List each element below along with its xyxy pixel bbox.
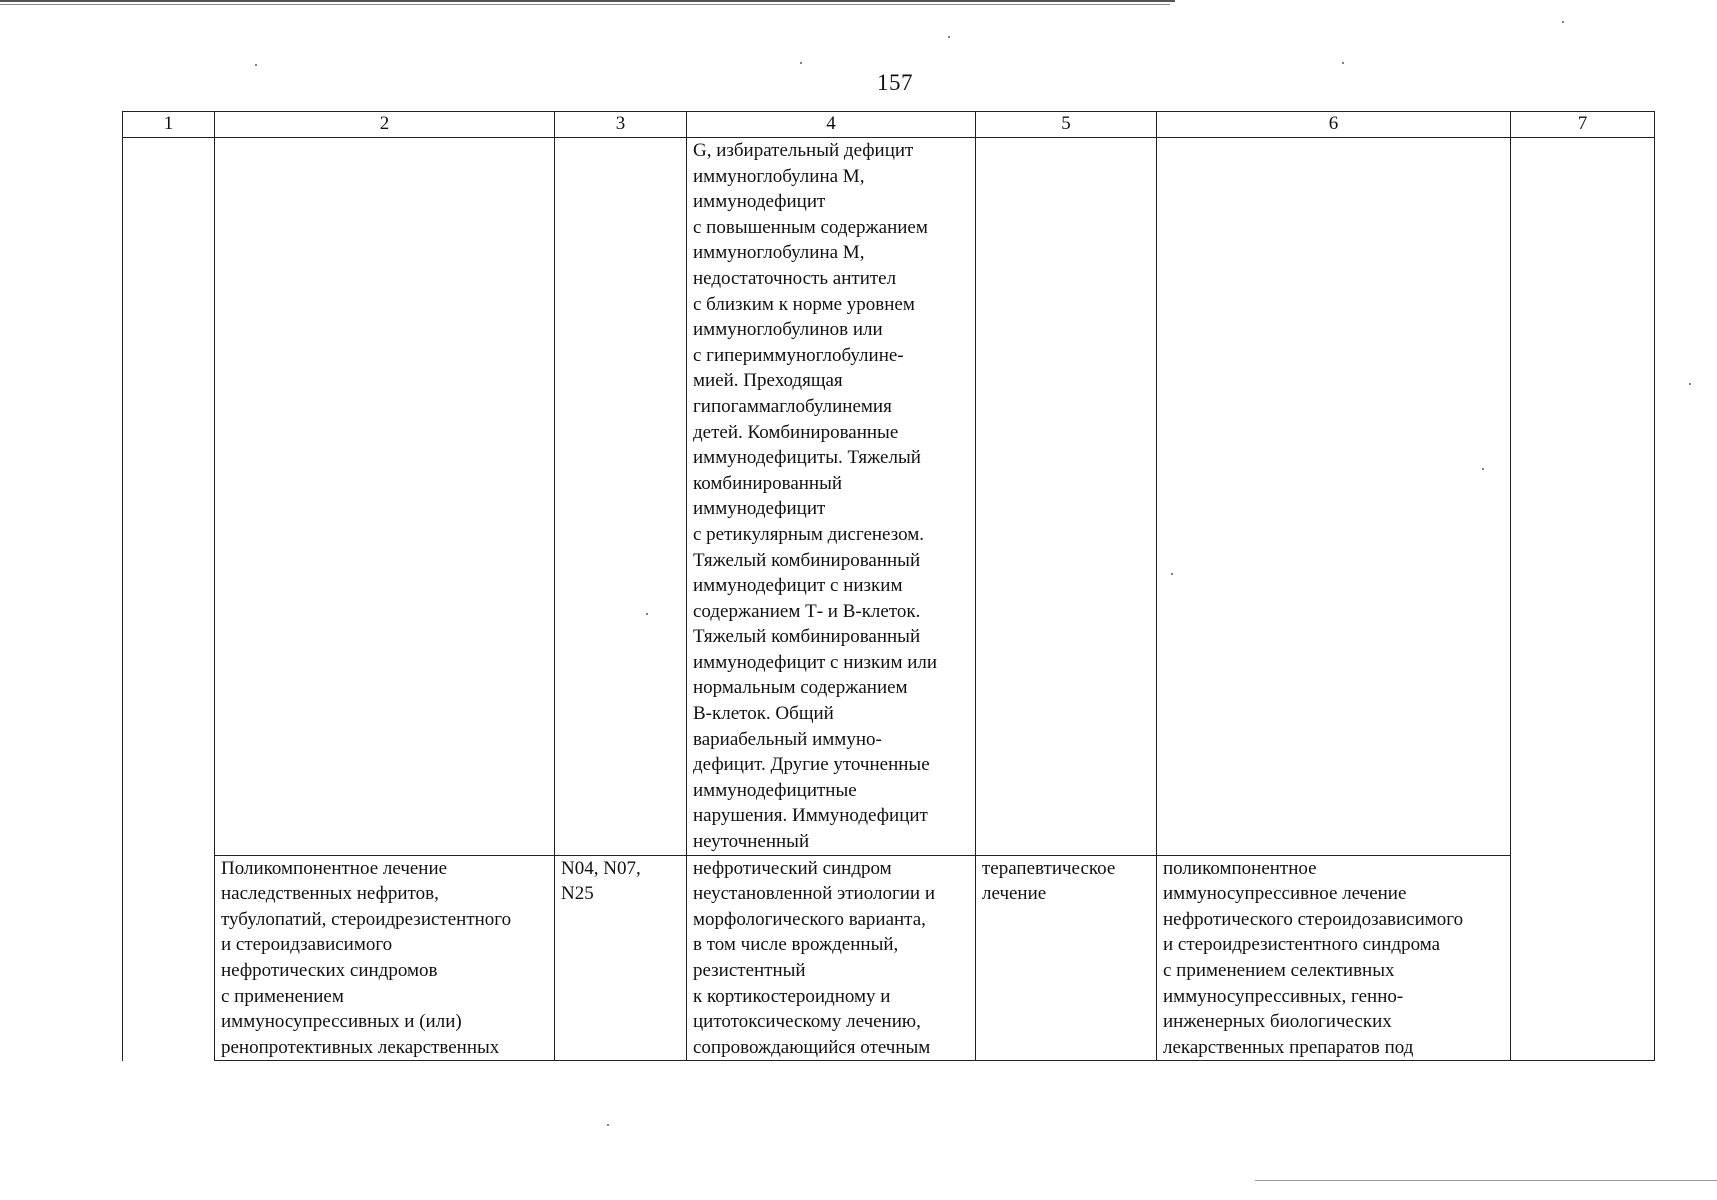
document-table — [122, 111, 1655, 1061]
cell-text-line: N04, N07, — [561, 857, 641, 879]
cell-text-line: в том числе врожденный, — [693, 934, 899, 956]
cell-text-line: В-клеток. Общий — [693, 703, 834, 725]
scan-speck — [607, 1124, 609, 1126]
cell-text-line: лекарственных препаратов под — [1163, 1036, 1414, 1058]
cell-text-line: и стероидрезистентного синдрома — [1163, 934, 1441, 956]
cell-col7 — [1511, 138, 1655, 856]
cell-text-line: иммунодефицит — [693, 191, 826, 213]
cell-text-line: гипогаммаглобулинемия — [693, 395, 892, 417]
cell-text-line: иммуноглобулина М, — [693, 165, 865, 187]
cell-text-line: с ретикулярным дисгенезом. — [693, 523, 925, 545]
cell-text-line: иммуносупрессивных, генно- — [1163, 985, 1404, 1007]
cell-text-line: мией. Преходящая — [693, 370, 843, 392]
cell-text-line: сопровождающийся отечным — [693, 1036, 931, 1058]
cell-text-line: иммунодефициты. Тяжелый — [693, 447, 921, 469]
column-header: 5 — [976, 112, 1157, 138]
cell-text-line: нормальным содержанием — [693, 677, 908, 699]
cell-text-line: Тяжелый комбинированный — [693, 626, 921, 648]
top-edge-rule-thin — [0, 4, 1170, 5]
cell-text-line: нефротический синдром — [693, 857, 892, 879]
column-header: 7 — [1511, 112, 1655, 138]
cell-text-line: с применением — [221, 985, 344, 1007]
cell-col7 — [1511, 855, 1655, 1061]
cell-col2 — [215, 138, 555, 856]
cell-text-line: ренопротективных лекарственных — [221, 1036, 500, 1058]
scan-speck — [255, 64, 257, 66]
cell-text-line: с применением селективных — [1163, 960, 1395, 981]
cell-col6 — [1157, 138, 1511, 856]
scan-speck — [1342, 62, 1344, 64]
scan-speck — [1562, 21, 1564, 23]
cell-diagnosis — [687, 855, 976, 1061]
cell-text-line: дефицит. Другие уточненные — [693, 754, 930, 776]
cell-text-line: с гипериммуноглобулине- — [693, 344, 904, 366]
cell-text-line: к кортикостероидному и — [693, 985, 891, 1007]
cell-text-line: поликомпонентное — [1163, 857, 1317, 879]
cell-text-line: иммунодефицит с низким — [693, 575, 903, 597]
cell-text-line: содержанием Т- и В-клеток. — [693, 600, 921, 622]
cell-text-line: иммунодефицитные — [693, 779, 857, 801]
column-header: 6 — [1157, 112, 1511, 138]
cell-text-line: морфологического варианта, — [693, 908, 926, 930]
column-header: 3 — [555, 112, 687, 138]
cell-text-line: детей. Комбинированные — [693, 421, 899, 443]
cell-text-line: неуточненный — [693, 831, 810, 853]
cell-text-line: нефротического стероидозависимого — [1163, 908, 1464, 930]
cell-text-line: недостаточность антител — [693, 267, 897, 289]
cell-text-line: иммунодефицит с низким или — [693, 651, 938, 673]
column-header: 2 — [215, 112, 555, 138]
header-row — [123, 112, 1655, 138]
cell-text-line: тубулопатий, стероидрезистентного — [221, 908, 512, 930]
cell-text-line: N25 — [561, 883, 594, 905]
cell-text-line: иммуноглобулинов или — [693, 319, 883, 341]
cell-text-line: иммуноглобулина М, — [693, 242, 865, 264]
scan-speck — [948, 36, 950, 38]
cell-text-line: с повышенным содержанием — [693, 216, 928, 238]
cell-text-line: иммуносупрессивных и (или) — [221, 1011, 462, 1033]
cell-text-line: нарушения. Иммунодефицит — [693, 805, 928, 827]
cell-text-line: цитотоксическому лечению, — [693, 1011, 921, 1033]
scan-speck — [1689, 383, 1691, 385]
column-header: 4 — [687, 112, 976, 138]
cell-treatment-type — [976, 855, 1157, 1061]
cell-text-line: и стероидзависимого — [221, 934, 393, 956]
cell-text-line: терапевтическое — [982, 857, 1116, 879]
page-number: 157 — [877, 70, 913, 95]
cell-treatment-method — [1157, 855, 1511, 1061]
column-header: 1 — [123, 112, 215, 138]
cell-text-line: резистентный — [693, 960, 806, 981]
cell-col4-diagnoses — [687, 138, 976, 856]
top-edge-rule — [0, 0, 1175, 2]
scan-speck — [800, 62, 802, 64]
cell-treatment-name — [215, 855, 555, 1061]
cell-text-line: вариабельный иммуно- — [693, 728, 882, 750]
cell-text-line: Поликомпонентное лечение — [221, 857, 448, 879]
cell-text-line: Тяжелый комбинированный — [693, 549, 921, 571]
cell-col5 — [976, 138, 1157, 856]
cell-text-line: иммуносупрессивное лечение — [1163, 883, 1407, 905]
cell-text-line: наследственных нефритов, — [221, 883, 439, 905]
continued-row — [123, 138, 1655, 856]
cell-col1 — [123, 138, 215, 1061]
cell-text-line: с близким к норме уровнем — [693, 293, 915, 315]
cell-text-line: нефротических синдромов — [221, 960, 438, 981]
cell-icd-codes — [555, 855, 687, 1061]
table-row — [123, 855, 1655, 1061]
bottom-edge-rule — [1255, 1180, 1717, 1181]
cell-text-line: инженерных биологических — [1163, 1011, 1392, 1033]
cell-text-line: лечение — [982, 883, 1047, 905]
cell-col3 — [555, 138, 687, 856]
cell-text-line: неустановленной этиологии и — [693, 883, 935, 905]
cell-text-line: комбинированный — [693, 472, 843, 494]
cell-text-line: G, избирательный дефицит — [693, 140, 914, 161]
cell-text-line: иммунодефицит — [693, 498, 826, 520]
